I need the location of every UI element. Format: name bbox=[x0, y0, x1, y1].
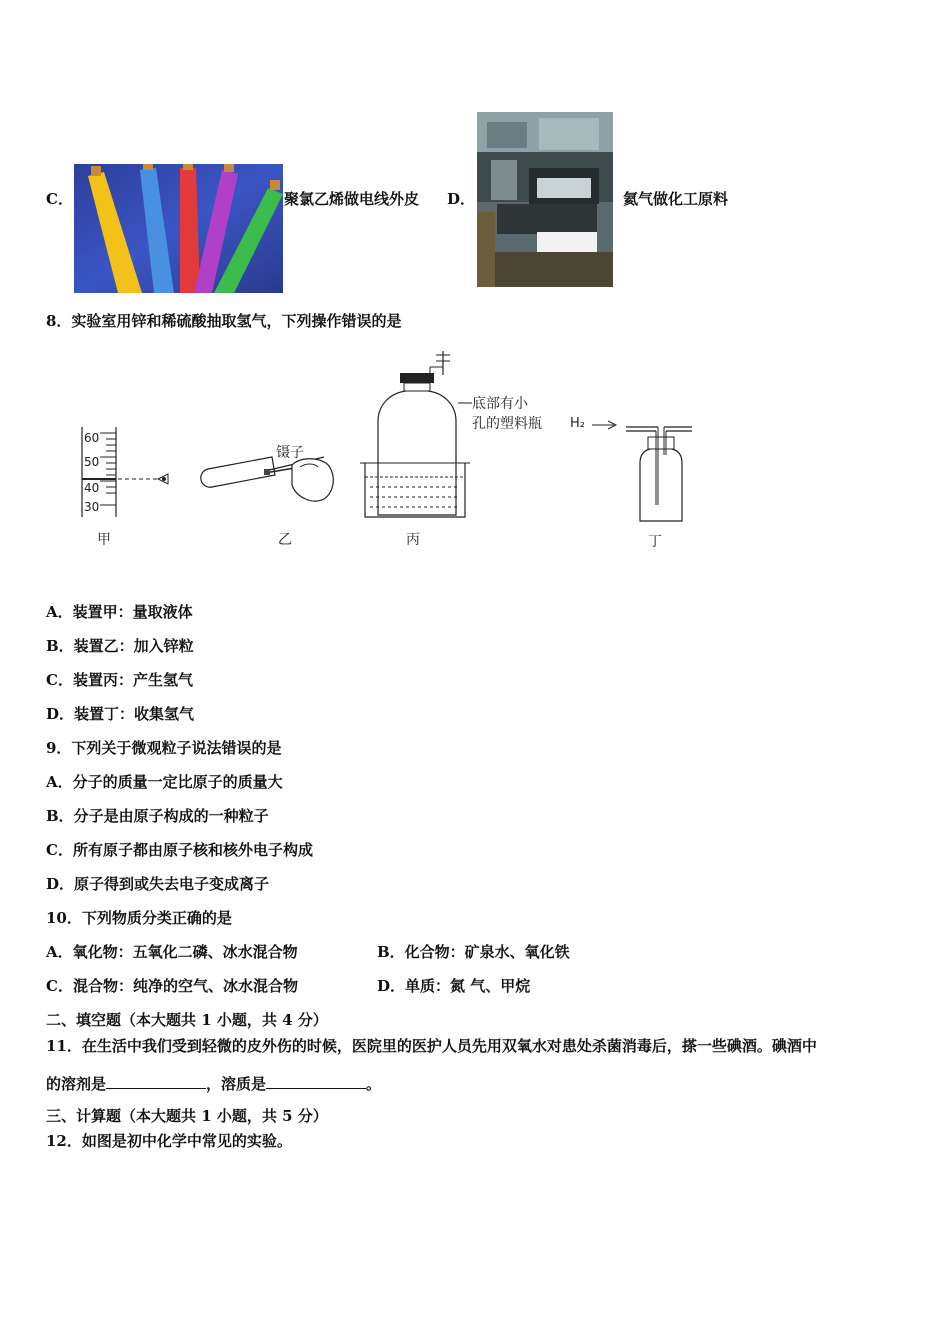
plastic-bottle-in-beaker bbox=[360, 351, 472, 517]
factory-photo bbox=[477, 112, 613, 287]
q9-option-d: D．原子得到或失去电子变成离子 bbox=[46, 875, 270, 893]
option-c-text: 聚氯乙烯做电线外皮 bbox=[284, 190, 420, 208]
cylinder-tick-30: 30 bbox=[84, 500, 100, 514]
caption-jia: 甲 bbox=[97, 532, 111, 548]
gas-label: H₂ bbox=[570, 416, 585, 431]
caption-ding: 丁 bbox=[648, 534, 662, 550]
q8-apparatus-figure bbox=[60, 345, 710, 560]
option-c-label: C． bbox=[46, 190, 73, 208]
q9-option-b: B．分子是由原子构成的一种粒子 bbox=[46, 807, 269, 825]
cylinder-tick-60: 60 bbox=[84, 431, 100, 445]
answer-blank-solvent[interactable] bbox=[106, 1072, 206, 1089]
q8-option-b: B．装置乙：加入锌粒 bbox=[46, 637, 194, 655]
q10-option-c: C．混合物：纯净的空气、冰水混合物 bbox=[46, 977, 298, 995]
q10-option-d: D．单质：氮 气、甲烷 bbox=[377, 977, 531, 995]
q8-option-a: A．装置甲：量取液体 bbox=[46, 603, 193, 621]
section2-heading: 二、填空题（本大题共 1 小题，共 4 分） bbox=[46, 1011, 328, 1029]
caption-yi: 乙 bbox=[278, 532, 292, 548]
answer-blank-solute[interactable] bbox=[266, 1072, 366, 1089]
tweezers-label: 镊子 bbox=[276, 445, 304, 461]
q11-part3: 。 bbox=[366, 1075, 382, 1093]
test-tube-tweezers bbox=[201, 457, 333, 501]
section3-heading: 三、计算题（本大题共 1 小题，共 5 分） bbox=[46, 1107, 328, 1125]
option-d-text: 氦气做化工原料 bbox=[623, 190, 729, 208]
q12-stem: 12．如图是初中化学中常见的实验。 bbox=[46, 1132, 292, 1150]
cylinder-tick-50: 50 bbox=[84, 455, 100, 469]
q9-option-a: A．分子的质量一定比原子的质量大 bbox=[46, 773, 283, 791]
caption-bing: 丙 bbox=[406, 532, 420, 548]
bottle-label-line1: 底部有小 bbox=[472, 396, 528, 412]
q11-line1: 11．在生活中我们受到轻微的皮外伤的时候，医院里的医护人员先用双氧水对患处杀菌消毒后，搽一些碘酒。碘酒中 bbox=[46, 1037, 817, 1055]
q8-stem: 8．实验室用锌和稀硫酸抽取氢气，下列操作错误的是 bbox=[46, 312, 402, 330]
q11-part1: 的溶剂是 bbox=[46, 1075, 107, 1093]
bottle-label-line2: 孔的塑料瓶 bbox=[472, 416, 542, 432]
cylinder-tick-40: 40 bbox=[84, 481, 100, 495]
q10-option-b: B．化合物：矿泉水、氧化铁 bbox=[377, 943, 570, 961]
q10-option-a: A．氧化物：五氧化二磷、冰水混合物 bbox=[46, 943, 298, 961]
q10-stem: 10．下列物质分类正确的是 bbox=[46, 909, 232, 927]
q11-line2 bbox=[46, 1072, 381, 1094]
q11-part2: ，溶质是 bbox=[206, 1075, 267, 1093]
q9-stem: 9．下列关于微观粒子说法错误的是 bbox=[46, 739, 282, 757]
q8-option-d: D．装置丁：收集氢气 bbox=[46, 705, 195, 723]
q8-option-c: C．装置丙：产生氢气 bbox=[46, 671, 193, 689]
q9-option-c: C．所有原子都由原子核和核外电子构成 bbox=[46, 841, 313, 859]
option-d-label: D． bbox=[447, 190, 476, 208]
gas-collection-bottle bbox=[592, 421, 692, 521]
colored-wires-photo bbox=[74, 164, 283, 293]
